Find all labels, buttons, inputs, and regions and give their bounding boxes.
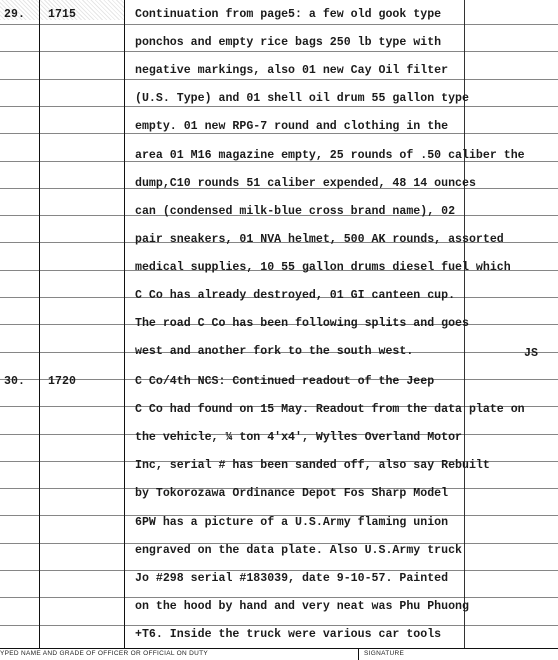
entry-text-line: empty. 01 new RPG-7 round and clothing in the (135, 120, 449, 134)
ruled-line (0, 51, 558, 52)
entry-number: 30. (4, 375, 26, 388)
entry-text-line: engraved on the data plate. Also U.S.Army truck (135, 543, 462, 557)
entry-text-line: medical supplies, 10 55 gallon drums diesel fuel which (135, 260, 511, 274)
entry-text-line: negative markings, also 01 new Cay Oil filter (135, 64, 449, 78)
ruled-line (0, 79, 558, 80)
entry-text-line: Inc, serial # has been sanded off, also say Rebuilt (135, 459, 490, 473)
entry-time: 1715 (48, 8, 77, 21)
entry-text-line: on the hood by hand and very neat was Phu Phuong (135, 599, 469, 613)
entry-text-line: 6PW has a picture of a U.S.Army flaming union (135, 515, 449, 529)
entry-time: 1720 (48, 375, 77, 388)
entry-text-line: the vehicle, ¼ ton 4'x4', Wylles Overland Motor (135, 431, 462, 445)
entry-text-line: can (condensed milk-blue cross brand name), 02 (135, 204, 456, 218)
entry-text-line: dump,C10 rounds 51 caliber expended, 48 14 ounces (135, 176, 476, 190)
footer-divider (358, 648, 359, 660)
entry-text-line: The road C Co has been following splits and goes (135, 317, 469, 331)
entry-text-line: C Co has already destroyed, 01 GI canteen cup. (135, 289, 456, 302)
entry-text-line: ponchos and empty rice bags 250 lb type with (135, 36, 442, 50)
entry-text-line: +T6. Inside the truck were various car tools (135, 627, 442, 641)
footer-officer-label: YPED NAME AND GRADE OF OFFICER OR OFFICIAL ON DUTY (0, 650, 208, 657)
footer-rule (0, 648, 558, 649)
entry-text-line: Continuation from page5: a few old gook type (135, 8, 442, 21)
entry-number: 29. (4, 8, 26, 21)
entry-text-line: by Tokorozawa Ordinance Depot Fos Sharp Model (135, 487, 449, 501)
ruled-line (0, 625, 558, 626)
entry-text-line: C Co had found on 15 May. Readout from the data plate on (135, 403, 525, 417)
entry-initials: JS (524, 347, 538, 360)
entry-text-line: Jo #298 serial #183039, date 9-10-57. Painted (135, 571, 449, 585)
entry-text-line: area 01 M16 magazine empty, 25 rounds of .50 caliber the (135, 148, 525, 162)
footer-signature-label: SIGNATURE (364, 650, 405, 657)
ruled-line (0, 597, 558, 598)
entry-text-line: west and another fork to the south west. (135, 345, 414, 359)
ruled-line (0, 24, 558, 25)
entry-text-line: pair sneakers, 01 NVA helmet, 500 AK rounds, assorted (135, 232, 504, 246)
entry-text-line: (U.S. Type) and 01 shell oil drum 55 gallon type (135, 92, 469, 106)
entry-text-line: C Co/4th NCS: Continued readout of the Jeep (135, 375, 435, 388)
